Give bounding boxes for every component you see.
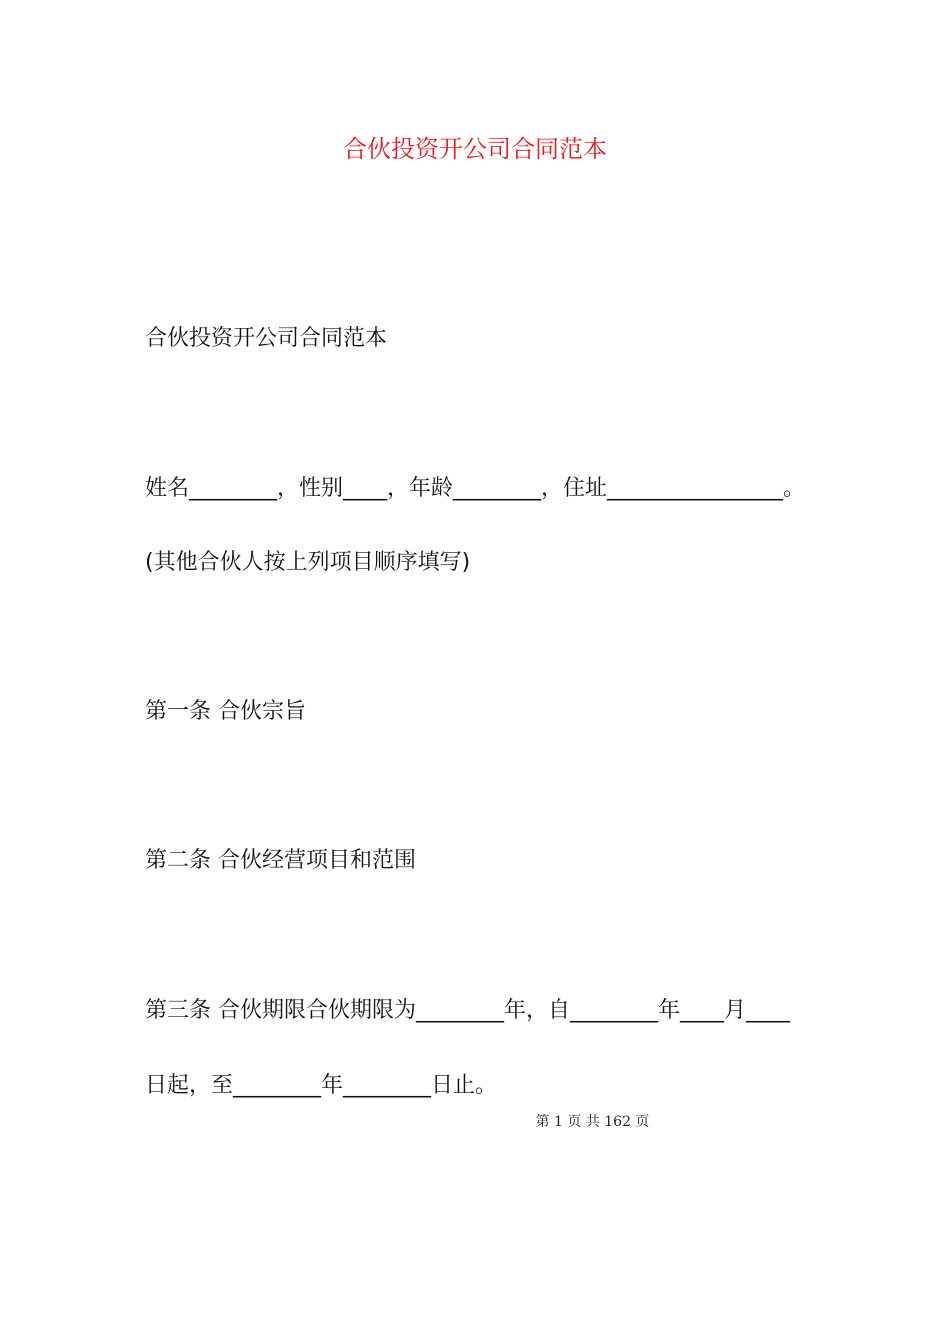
article-1-heading: 第一条 合伙宗旨 [145, 699, 306, 724]
fill-instruction-note: (其他合伙人按上列项目顺序填写) [145, 550, 471, 575]
page-number-footer: 第 1 页 共 162 页 [535, 1114, 650, 1130]
article-3-line-2: 日起，至________年________日止。 [145, 1073, 498, 1098]
document-title: 合伙投资开公司合同范本 [343, 135, 607, 163]
partner-info-line: 姓名________，性别____，年龄________，住址________________。 [145, 476, 806, 501]
contract-heading: 合伙投资开公司合同范本 [145, 326, 388, 351]
article-2-heading: 第二条 合伙经营项目和范围 [145, 848, 416, 873]
article-3-line-1: 第三条 合伙期限合伙期限为________年，自________年____月____ [145, 998, 790, 1023]
